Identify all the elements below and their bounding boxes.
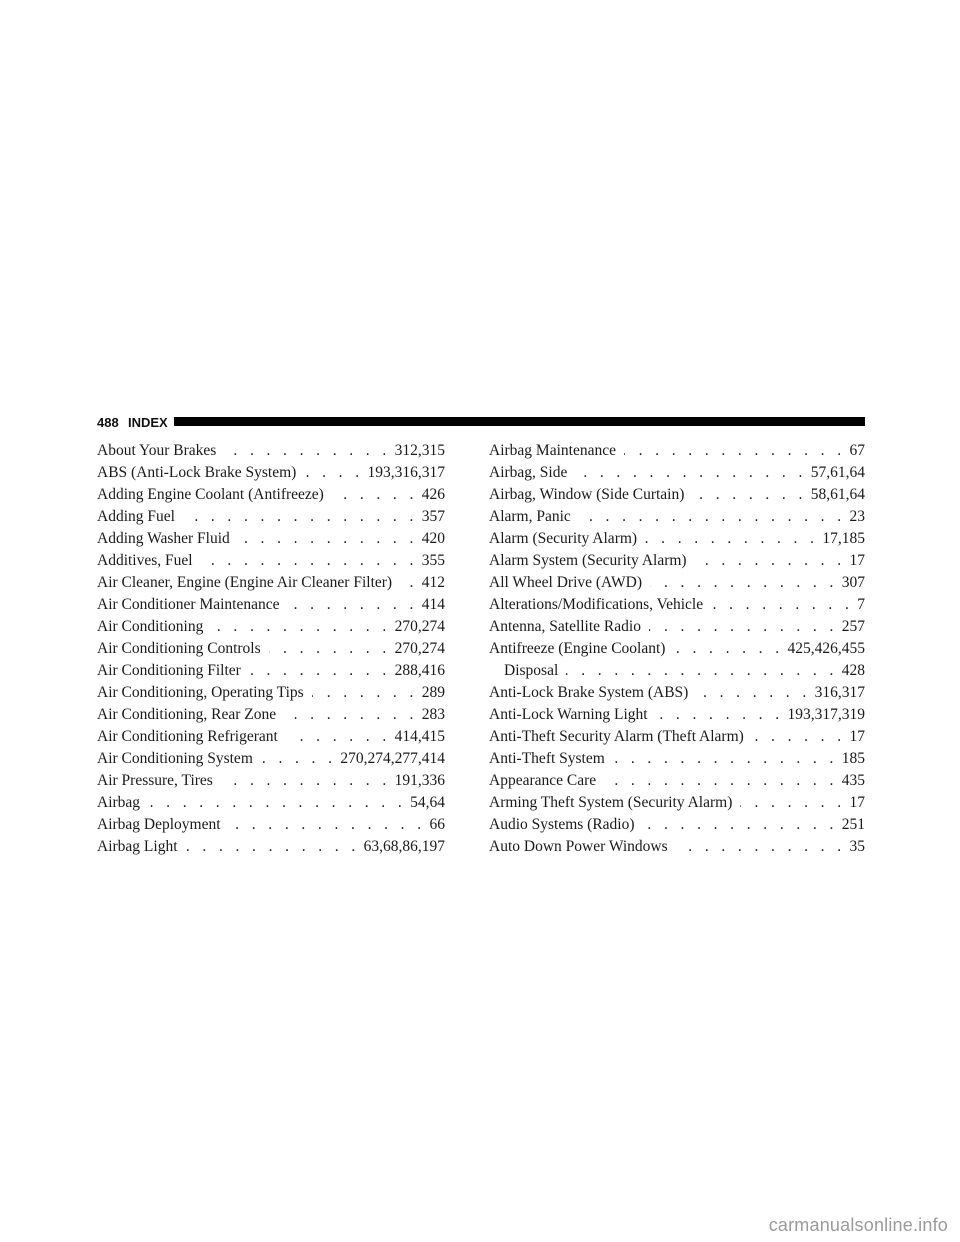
index-term: Airbag Deployment	[97, 816, 221, 833]
index-page-numbers: 7	[857, 596, 865, 613]
dot-leader	[186, 836, 360, 858]
index-entry	[97, 770, 445, 792]
watermark-text: carmanualsonline.info	[768, 1215, 948, 1235]
index-page-numbers: 54,64	[410, 794, 445, 811]
index-term: Airbag Maintenance	[489, 442, 616, 459]
index-page-numbers: 57,61,64	[810, 464, 865, 481]
index-page-numbers: 288,416	[394, 662, 445, 679]
index-entry	[489, 704, 865, 726]
index-entry	[489, 660, 865, 682]
index-page-numbers: 270,274,277,414	[340, 750, 445, 767]
dot-leader	[211, 616, 390, 638]
dot-leader	[740, 792, 845, 814]
index-term: Air Conditioning System	[97, 750, 253, 767]
index-term: Arming Theft System (Security Alarm)	[489, 794, 733, 811]
index-page-numbers: 63,68,86,197	[363, 838, 445, 855]
index-entry	[489, 506, 865, 528]
index-term: Adding Washer Fluid	[97, 530, 230, 547]
index-entry	[489, 550, 865, 572]
index-page-numbers: 23	[849, 508, 865, 525]
index-entry	[489, 770, 865, 792]
index-term: Alarm (Security Alarm)	[489, 530, 638, 547]
index-entry	[97, 572, 445, 594]
dot-leader	[575, 462, 806, 484]
index-term: Anti-Lock Brake System (ABS)	[489, 684, 689, 701]
index-entry	[97, 440, 445, 462]
dot-leader	[286, 726, 391, 748]
index-page-numbers: 66	[429, 816, 445, 833]
dot-leader	[696, 682, 810, 704]
index-term: Alterations/Modifications, Vehicle	[489, 596, 704, 613]
index-term: ABS (Anti-Lock Brake System)	[97, 464, 297, 481]
index-page-numbers: 191,336	[394, 772, 445, 789]
index-term: Air Cleaner, Engine (Engine Air Cleaner Filter)	[97, 574, 393, 591]
dot-leader	[229, 814, 426, 836]
dot-leader	[224, 440, 390, 462]
index-entry	[97, 616, 445, 638]
index-term: Air Conditioning, Rear Zone	[97, 706, 277, 723]
index-page-numbers: 17	[849, 728, 865, 745]
index-page-numbers: 425,426,455	[787, 640, 865, 657]
index-term: Anti-Theft Security Alarm (Theft Alarm)	[489, 728, 744, 745]
index-entry	[97, 748, 445, 770]
index-entry	[97, 792, 445, 814]
index-page-numbers: 412	[421, 574, 445, 591]
index-term: Air Conditioning Controls	[97, 640, 261, 657]
index-term: Airbag, Side	[489, 464, 568, 481]
index-entry	[97, 528, 445, 550]
index-entry	[489, 572, 865, 594]
index-entry	[97, 550, 445, 572]
index-entry	[489, 462, 865, 484]
dot-leader	[312, 682, 418, 704]
index-term: Air Conditioner Maintenance	[97, 596, 280, 613]
index-term: Air Pressure, Tires	[97, 772, 213, 789]
index-page-numbers: 428	[841, 662, 865, 679]
dot-leader	[148, 792, 406, 814]
index-page-numbers: 17	[849, 552, 865, 569]
index-entry	[97, 506, 445, 528]
dot-leader	[645, 528, 818, 550]
index-page-numbers: 312,315	[394, 442, 445, 459]
index-entry	[489, 814, 865, 836]
index-column-right	[489, 440, 865, 858]
index-page-numbers: 270,274	[394, 640, 445, 657]
index-entry	[97, 682, 445, 704]
page-number: 488	[97, 415, 119, 430]
dot-leader	[249, 660, 391, 682]
index-entry	[489, 594, 865, 616]
index-entry	[97, 836, 445, 858]
index-page-numbers: 283	[421, 706, 445, 723]
index-page-numbers: 355	[421, 552, 445, 569]
index-entry	[97, 462, 445, 484]
dot-leader	[624, 440, 846, 462]
dot-leader	[304, 462, 363, 484]
dot-leader	[613, 748, 838, 770]
index-page-numbers: 316,317	[814, 684, 865, 701]
dot-leader	[673, 638, 783, 660]
index-entry	[489, 528, 865, 550]
index-entry	[97, 484, 445, 506]
index-page-numbers: 251	[841, 816, 865, 833]
index-page-numbers: 414	[421, 596, 445, 613]
index-term: Antifreeze (Engine Coolant)	[489, 640, 666, 657]
index-page-numbers: 357	[421, 508, 445, 525]
index-page-numbers: 17,185	[822, 530, 865, 547]
dot-leader	[221, 770, 391, 792]
dot-leader	[650, 572, 838, 594]
index-entry	[97, 814, 445, 836]
dot-leader	[288, 594, 418, 616]
index-term: Appearance Care	[489, 772, 597, 789]
index-entry	[489, 792, 865, 814]
index-entry	[97, 726, 445, 748]
dot-leader	[183, 506, 418, 528]
index-page-numbers: 307	[841, 574, 865, 591]
dot-leader	[752, 726, 846, 748]
index-entry	[489, 682, 865, 704]
dot-leader	[604, 770, 838, 792]
dot-leader	[269, 638, 391, 660]
index-page-numbers: 193,317,319	[787, 706, 865, 723]
index-term: Disposal	[504, 662, 559, 679]
index-entry	[489, 726, 865, 748]
index-term: Anti-Lock Warning Light	[489, 706, 648, 723]
page-header	[97, 412, 865, 432]
index-entry	[489, 484, 865, 506]
index-page-numbers: 193,316,317	[367, 464, 445, 481]
index-page-numbers: 426	[421, 486, 445, 503]
dot-leader	[695, 550, 846, 572]
dot-leader	[692, 484, 806, 506]
index-page-numbers: 17	[849, 794, 865, 811]
dot-leader	[400, 572, 418, 594]
index-term: Adding Fuel	[97, 508, 175, 525]
index-term: Airbag	[97, 794, 141, 811]
dot-leader	[238, 528, 418, 550]
index-page-numbers: 270,274	[394, 618, 445, 635]
index-entry	[97, 638, 445, 660]
index-term: Anti-Theft System	[489, 750, 605, 767]
index-term: Adding Engine Coolant (Antifreeze)	[97, 486, 324, 503]
index-entry	[489, 748, 865, 770]
index-term: About Your Brakes	[97, 442, 217, 459]
dot-leader	[643, 814, 838, 836]
index-term: Audio Systems (Radio)	[489, 816, 635, 833]
index-entry	[489, 440, 865, 462]
index-page-numbers: 420	[421, 530, 445, 547]
index-entry	[97, 704, 445, 726]
index-entry	[97, 594, 445, 616]
index-term: Alarm System (Security Alarm)	[489, 552, 687, 569]
index-page-numbers: 67	[849, 442, 865, 459]
section-title: INDEX	[128, 415, 168, 430]
index-page-numbers: 289	[421, 684, 445, 701]
dot-leader	[649, 616, 838, 638]
index-term: Antenna, Satellite Radio	[489, 618, 641, 635]
index-term: Air Conditioning	[97, 618, 204, 635]
index-page-numbers: 435	[841, 772, 865, 789]
dot-leader	[332, 484, 418, 506]
header-rule	[174, 417, 865, 426]
dot-leader	[656, 704, 784, 726]
index-column-left	[97, 440, 445, 858]
index-page-numbers: 185	[841, 750, 865, 767]
index-page-numbers: 414,415	[394, 728, 445, 745]
index-term: All Wheel Drive (AWD)	[489, 574, 642, 591]
index-entry	[489, 616, 865, 638]
index-page-numbers: 35	[849, 838, 865, 855]
index-entry	[489, 836, 865, 858]
index-term: Air Conditioning, Operating Tips	[97, 684, 304, 701]
dot-leader	[711, 594, 853, 616]
dot-leader	[284, 704, 418, 726]
index-entry	[97, 660, 445, 682]
index-page-numbers: 257	[841, 618, 865, 635]
index-entry	[489, 638, 865, 660]
dot-leader	[579, 506, 846, 528]
index-term: Airbag, Window (Side Curtain)	[489, 486, 685, 503]
dot-leader	[566, 660, 838, 682]
index-term: Air Conditioning Refrigerant	[97, 728, 278, 745]
index-term: Airbag Light	[97, 838, 178, 855]
dot-leader	[261, 748, 337, 770]
index-term: Auto Down Power Windows	[489, 838, 668, 855]
dot-leader	[201, 550, 418, 572]
index-term: Additives, Fuel	[97, 552, 193, 569]
index-term: Alarm, Panic	[489, 508, 571, 525]
dot-leader	[676, 836, 846, 858]
index-term: Air Conditioning Filter	[97, 662, 241, 679]
index-page-numbers: 58,61,64	[810, 486, 865, 503]
